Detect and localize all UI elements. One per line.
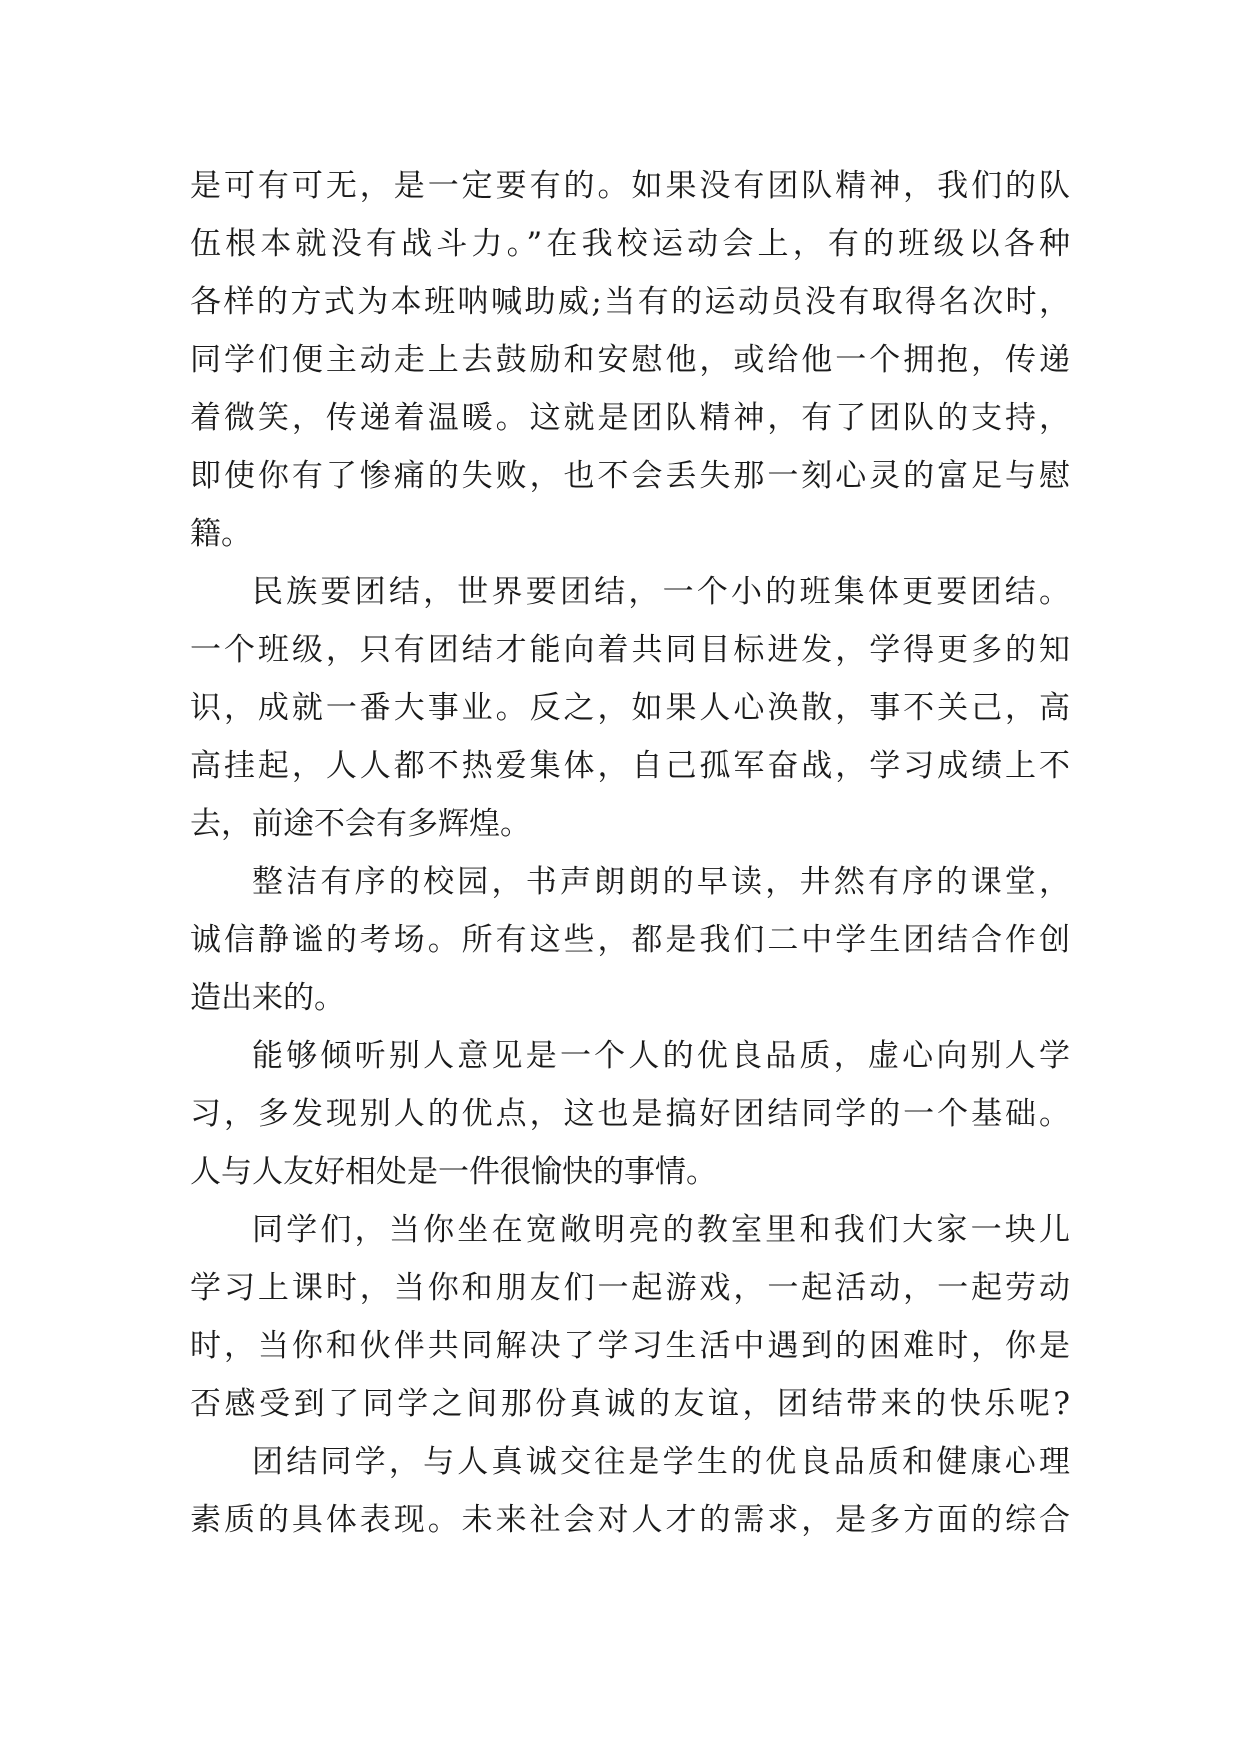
paragraph-first-line: 民族要团结，世界要团结，一个小的班集体更要团结。 (252, 574, 1070, 610)
text-line: 时，当你和伙伴共同解决了学习生活中遇到的困难时，你是 (190, 1328, 1070, 1364)
text-line: 否感受到了同学之间那份真诚的友谊，团结带来的快乐呢? (190, 1386, 1070, 1422)
text-line: 去，前途不会有多辉煌。 (190, 806, 531, 842)
text-line: 识，成就一番大事业。反之，如果人心涣散，事不关己，高 (190, 690, 1070, 726)
paragraph-first-line: 团结同学，与人真诚交往是学生的优良品质和健康心理 (252, 1444, 1070, 1480)
text-line: 学习上课时，当你和朋友们一起游戏，一起活动，一起劳动 (190, 1270, 1070, 1306)
text-line: 籍。 (190, 516, 252, 552)
paragraph-first-line: 能够倾听别人意见是一个人的优良品质，虚心向别人学 (252, 1038, 1070, 1074)
text-line: 着微笑，传递着温暖。这就是团队精神，有了团队的支持， (190, 400, 1070, 436)
text-line: 高挂起，人人都不热爱集体，自己孤军奋战，学习成绩上不 (190, 748, 1070, 784)
text-line: 同学们便主动走上去鼓励和安慰他，或给他一个拥抱，传递 (190, 342, 1070, 378)
text-line: 人与人友好相处是一件很愉快的事情。 (190, 1154, 717, 1190)
document-body (190, 157, 1070, 1549)
text-line: 伍根本就没有战斗力。”在我校运动会上，有的班级以各种 (190, 226, 1070, 262)
text-line: 即使你有了惨痛的失败，也不会丢失那一刻心灵的富足与慰 (190, 458, 1070, 494)
text-line: 素质的具体表现。未来社会对人才的需求，是多方面的综合 (190, 1502, 1070, 1538)
paragraph-first-line: 同学们，当你坐在宽敞明亮的教室里和我们大家一块儿 (252, 1212, 1070, 1248)
text-line: 造出来的。 (190, 980, 345, 1016)
text-line: 习，多发现别人的优点，这也是搞好团结同学的一个基础。 (190, 1096, 1070, 1132)
text-line: 是可有可无，是一定要有的。如果没有团队精神，我们的队 (190, 168, 1070, 204)
text-line: 一个班级，只有团结才能向着共同目标进发，学得更多的知 (190, 632, 1070, 668)
text-line: 各样的方式为本班呐喊助威;当有的运动员没有取得名次时， (190, 284, 1070, 320)
text-line: 诚信静谧的考场。所有这些，都是我们二中学生团结合作创 (190, 922, 1070, 958)
paragraph-first-line: 整洁有序的校园，书声朗朗的早读，井然有序的课堂， (252, 864, 1070, 900)
